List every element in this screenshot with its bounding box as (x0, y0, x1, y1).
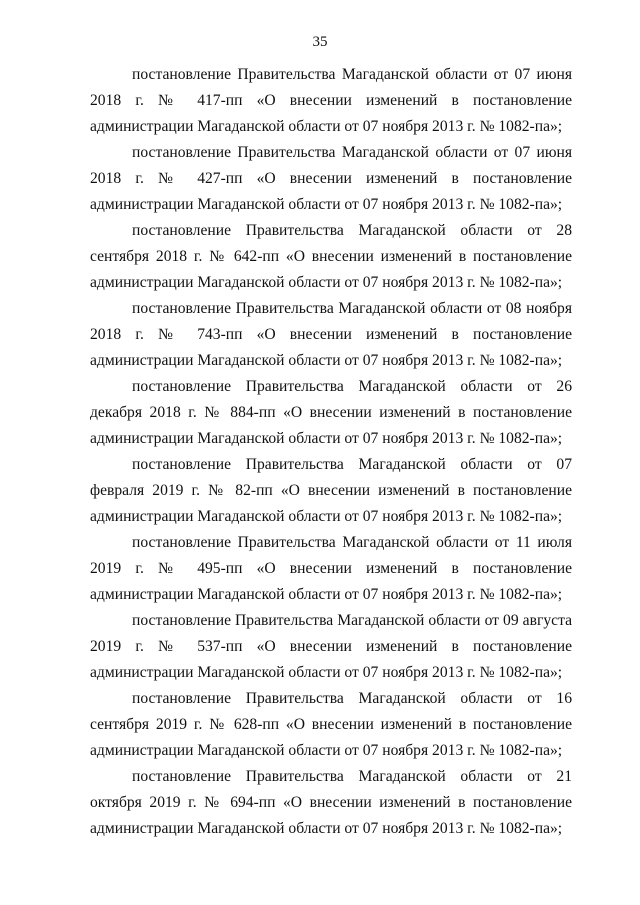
entry-lead-text: постановление Правительства Магаданской области от 07 июня (132, 66, 572, 83)
entry-number-text: 2018 г. № 642-пп «О внесении изменений в постановление администрации (90, 248, 572, 291)
entry-number-text: 2018 г. № 743-пп «О внесении изменений в постановление администрации (90, 326, 572, 369)
entry-reference-text: Магаданской области от 07 ноября 2013 г. № 1082-па»; (197, 586, 563, 603)
resolution-entry-8 (90, 608, 572, 686)
document-body (90, 62, 572, 842)
entry-reference-text: Магаданской области от 07 ноября 2013 г. № 1082-па»; (197, 430, 563, 447)
entry-lead-text: постановление Правительства Магаданской области от 08 ноября (132, 300, 572, 317)
entry-reference-text: Магаданской области от 07 ноября 2013 г. № 1082-па»; (197, 508, 563, 525)
entry-lead-text: постановление Правительства Магаданской области от 28 сентября (90, 222, 572, 265)
page-number: 35 (312, 34, 328, 50)
resolution-entry-2 (90, 140, 572, 218)
entry-lead-text: постановление Правительства Магаданской области от 07 февраля (90, 456, 572, 499)
resolution-entry-3 (90, 218, 572, 296)
resolution-entry-5 (90, 374, 572, 452)
entry-number-text: 2019 г. № 628-пп «О внесении изменений в постановление администрации (90, 716, 572, 759)
entry-reference-text: Магаданской области от 07 ноября 2013 г. № 1082-па»; (197, 118, 563, 135)
entry-lead-text: постановление Правительства Магаданской области от 26 декабря (90, 378, 572, 421)
entry-lead-text: постановление Правительства Магаданской области от 16 сентября (90, 690, 572, 733)
resolution-entry-6 (90, 452, 572, 530)
entry-number-text: 2018 г. № 884-пп «О внесении изменений в постановление администрации (90, 404, 572, 447)
resolution-entry-1 (90, 62, 572, 140)
entry-lead-text: постановление Правительства Магаданской области от 11 июля (132, 534, 572, 551)
resolution-entry-9 (90, 686, 572, 764)
resolution-entry-10 (90, 764, 572, 842)
entry-reference-text: Магаданской области от 07 ноября 2013 г. № 1082-па»; (197, 274, 563, 291)
entry-lead-text: постановление Правительства Магаданской области от 21 октября (90, 768, 572, 811)
entry-reference-text: Магаданской области от 07 ноября 2013 г. № 1082-па»; (197, 820, 563, 837)
entry-reference-text: Магаданской области от 07 ноября 2013 г. № 1082-па»; (197, 742, 563, 759)
entry-reference-text: Магаданской области от 07 ноября 2013 г. № 1082-па»; (197, 352, 563, 369)
entry-number-text: 2019 г. № 495-пп «О внесении изменений в постановление администрации (90, 560, 572, 603)
entry-lead-text: постановление Правительства Магаданской области от 09 августа (132, 612, 572, 629)
entry-reference-text: Магаданской области от 07 ноября 2013 г. № 1082-па»; (197, 664, 563, 681)
entry-number-text: 2019 г. № 694-пп «О внесении изменений в постановление администрации (90, 794, 572, 837)
entry-lead-text: постановление Правительства Магаданской области от 07 июня (132, 144, 572, 161)
resolution-entry-4 (90, 296, 572, 374)
entry-number-text: 2018 г. № 427-пп «О внесении изменений в постановление администрации (90, 170, 572, 213)
resolution-entry-7 (90, 530, 572, 608)
entry-number-text: 2018 г. № 417-пп «О внесении изменений в постановление администрации (90, 92, 572, 135)
entry-reference-text: Магаданской области от 07 ноября 2013 г. № 1082-па»; (197, 196, 563, 213)
entry-number-text: 2019 г. № 82-пп «О внесении изменений в постановление администрации (90, 482, 572, 525)
entry-number-text: 2019 г. № 537-пп «О внесении изменений в постановление администрации (90, 638, 572, 681)
